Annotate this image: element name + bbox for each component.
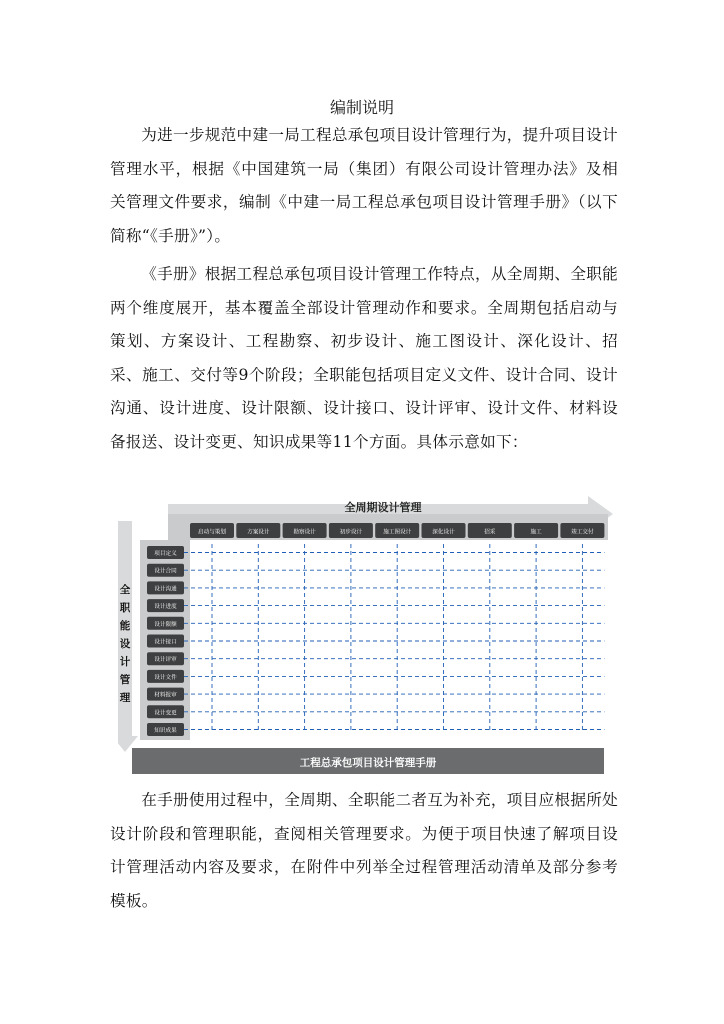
management-matrix-diagram bbox=[118, 496, 616, 776]
phase-label: 招采 bbox=[484, 529, 496, 536]
side-title-char: 全 bbox=[119, 584, 131, 596]
side-title-char: 职 bbox=[119, 602, 131, 614]
function-label: 知识成果 bbox=[154, 728, 177, 734]
function-label: 设计合同 bbox=[154, 568, 177, 575]
function-label: 材料报审 bbox=[154, 692, 177, 699]
phase-label: 施工图设计 bbox=[383, 529, 412, 536]
phase-label: 深化设计 bbox=[432, 529, 455, 536]
phase-label: 勘察设计 bbox=[293, 529, 316, 536]
side-title-char: 设 bbox=[119, 638, 131, 650]
function-label: 设计变更 bbox=[154, 710, 177, 717]
function-label: 设计沟通 bbox=[154, 586, 177, 593]
function-label: 设计限额 bbox=[154, 621, 177, 628]
phase-label: 方案设计 bbox=[247, 529, 270, 536]
side-title-char: 理 bbox=[119, 692, 131, 704]
page-title: 编制说明 bbox=[329, 98, 394, 117]
side-title bbox=[120, 583, 131, 704]
phase-label: 施工 bbox=[530, 529, 542, 536]
usage-paragraph: 在手册使用过程中，全周期、全职能二者互为补充，项目应根据所处设计阶段和管理职能，查阅相关管理要求。为便于项目快速了解项目设计管理活动内容及要求，在附件中列举全过程管理活动清单及部分参考模板。 bbox=[110, 791, 619, 910]
top-title: 全周期设计管理 bbox=[344, 501, 422, 514]
left-arrow bbox=[118, 521, 138, 752]
function-label: 项目定义 bbox=[154, 551, 177, 557]
phase-label: 启动与策划 bbox=[198, 529, 226, 536]
side-title-char: 计 bbox=[119, 656, 131, 668]
phase-label: 竣工交付 bbox=[571, 529, 594, 536]
function-label: 设计文件 bbox=[154, 674, 177, 681]
side-title-char: 能 bbox=[119, 620, 131, 632]
matrix-svg bbox=[118, 496, 616, 776]
function-label: 设计进度 bbox=[154, 604, 177, 611]
function-label: 设计接口 bbox=[154, 639, 177, 646]
intro-paragraph: 为进一步规范中建一局工程总承包项目设计管理行为，提升项目设计管理水平，根据《中国建筑一局（集团）有限公司设计管理办法》及相关管理文件要求，编制《中建一局工程总承包项目设计管理手册》（以下简称“《手册》”）。 bbox=[110, 126, 619, 245]
function-label: 设计评审 bbox=[154, 657, 177, 664]
side-title-char: 管 bbox=[119, 674, 131, 686]
phase-label: 初步设计 bbox=[339, 529, 363, 536]
scope-paragraph: 《手册》根据工程总承包项目设计管理工作特点，从全周期、全职能两个维度展开，基本覆盖全部设计管理动作和要求。全周期包括启动与策划、方案设计、工程勘察、初步设计、施工图设计、深化设计、招采、施工、交付等9个阶段；全职能包括项目定义文件、设计合同、设计沟通、设计进度、设计限额、设计接口、设计评审、设计文件、材料设备报送、设计变更、知识成果等11个方面。具体示意如下： bbox=[110, 265, 619, 451]
bottom-title: 工程总承包项目设计管理手册 bbox=[299, 757, 437, 769]
